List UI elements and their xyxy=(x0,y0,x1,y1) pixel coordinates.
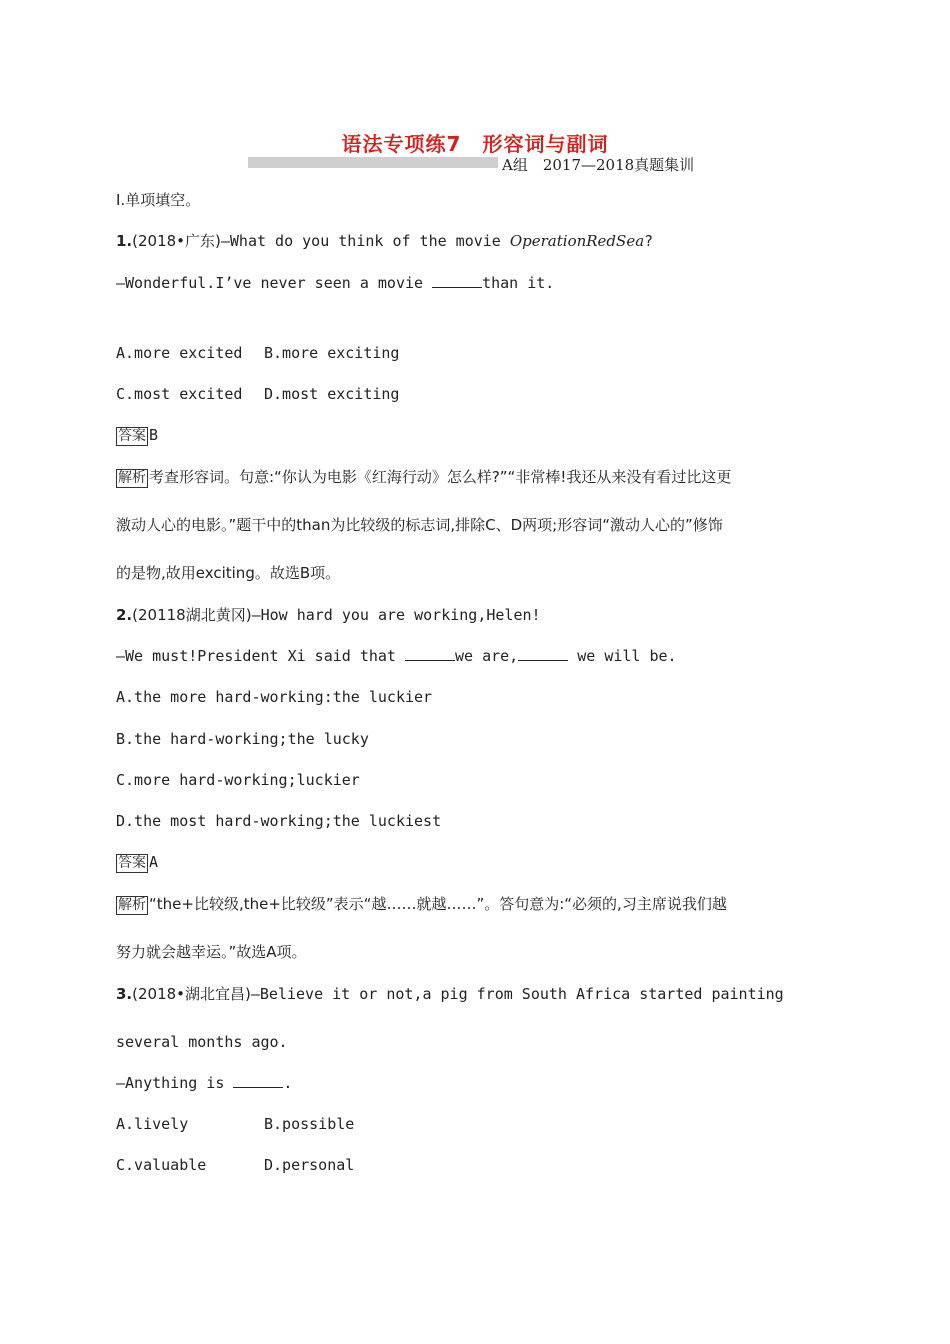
reply-text-end: . xyxy=(283,1074,293,1092)
answer-blank-1 xyxy=(405,646,455,661)
reply-text-end: we will be. xyxy=(568,647,677,665)
section-heading: A组 2017—2018真题集训 xyxy=(502,156,695,174)
analysis-text: 考查形容词。句意:“你认为电影《红海行动》怎么样?”“非常棒!我还从来没有看过比这更 xyxy=(149,468,732,486)
question-2-stem xyxy=(116,605,541,625)
question-3-stem xyxy=(116,984,784,1004)
option-b: B.possible xyxy=(264,1115,355,1133)
question-3-reply xyxy=(116,1073,292,1093)
question-2-analysis-line-1 xyxy=(116,894,727,915)
analysis-text: “the+比较级,the+比较级”表示“越……就越……”。答句意为:“必须的,习主席说我们越 xyxy=(149,895,727,913)
answer-value: B xyxy=(149,426,159,444)
question-1-analysis-line-2: 激动人心的电影。”题干中的than为比较级的标志词,排除C、D两项;形容词“激动人心的”修饰 xyxy=(116,516,723,534)
question-3-options-row-2 xyxy=(116,1155,354,1175)
question-1-stem xyxy=(116,231,653,251)
part-label: Ⅰ.单项填空。 xyxy=(116,191,201,209)
option-a: A.more excited xyxy=(116,344,243,362)
option-d: D.personal xyxy=(264,1156,355,1174)
question-number: 2. xyxy=(116,606,133,624)
question-1-analysis-line-1 xyxy=(116,467,731,488)
question-source: (20118湖北黄冈) xyxy=(132,606,252,624)
question-2-reply xyxy=(116,646,677,666)
answer-blank xyxy=(233,1073,283,1088)
analysis-tag: 解析 xyxy=(118,897,146,913)
answer-blank-2 xyxy=(518,646,568,661)
answer-tag: 答案 xyxy=(118,855,146,871)
question-2-answer xyxy=(116,852,158,873)
option-d: D.most exciting xyxy=(264,385,400,403)
question-text: —How hard you are working,Helen! xyxy=(251,606,541,624)
question-text: —What do you think of the movie xyxy=(220,232,510,250)
reply-text-end: than it. xyxy=(482,274,555,292)
option-d: D.the most hard-working;the luckiest xyxy=(116,812,442,830)
reply-text: —We must!President Xi said that xyxy=(116,647,405,665)
option-a: A.lively xyxy=(116,1115,189,1133)
question-number: 3. xyxy=(116,985,133,1003)
reply-text: —Wonderful.I’ve never seen a movie xyxy=(116,274,433,292)
answer-value: A xyxy=(149,853,159,871)
question-2-analysis-line-2: 努力就会越幸运。”故选A项。 xyxy=(116,943,307,961)
option-c: C.valuable xyxy=(116,1156,207,1174)
question-source: (2018•湖北宜昌) xyxy=(132,985,251,1003)
question-3-stem-line-2: several months ago. xyxy=(116,1033,288,1051)
question-text-end: ? xyxy=(644,232,654,250)
option-b: B.more exciting xyxy=(264,344,400,362)
option-c: C.more hard-working;luckier xyxy=(116,771,360,789)
question-1-answer xyxy=(116,425,158,446)
option-a: A.the more hard-working:the luckier xyxy=(116,688,433,706)
question-text: —Believe it or not,a pig from South Africa started painting xyxy=(250,985,784,1003)
reply-text-mid: we are, xyxy=(454,647,519,665)
question-source: (2018•广东) xyxy=(132,232,221,250)
option-c: C.most excited xyxy=(116,385,243,403)
question-number: 1. xyxy=(116,232,133,250)
movie-title: OperationRedSea xyxy=(509,232,645,250)
question-1-options-row-2 xyxy=(116,384,399,404)
question-3-options-row-1 xyxy=(116,1114,354,1134)
analysis-tag: 解析 xyxy=(118,470,146,486)
page-title: 语法专项练7 形容词与副词 xyxy=(341,132,609,156)
section-divider-bar xyxy=(248,157,498,168)
question-1-analysis-line-3: 的是物,故用exciting。故选B项。 xyxy=(116,564,341,582)
option-b: B.the hard-working;the lucky xyxy=(116,730,369,748)
question-1-options-row-1 xyxy=(116,343,399,363)
question-1-reply xyxy=(116,273,554,293)
reply-text: —Anything is xyxy=(116,1074,234,1092)
answer-blank xyxy=(432,273,482,288)
answer-tag: 答案 xyxy=(118,428,146,444)
